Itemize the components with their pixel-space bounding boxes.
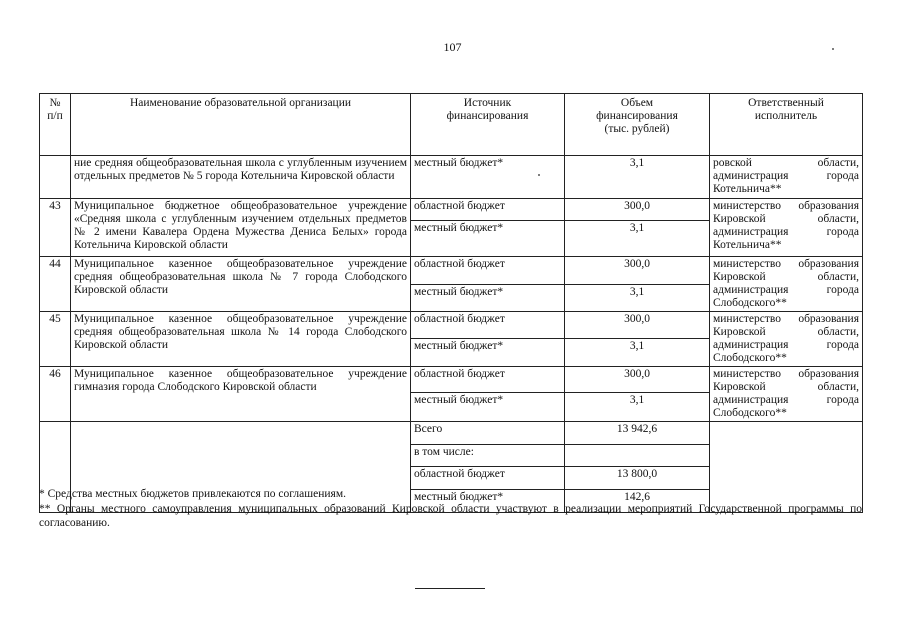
funding-source: местный бюджет* — [411, 284, 565, 312]
total-amount: 13 942,6 — [565, 422, 710, 445]
table-header-row — [40, 94, 863, 156]
row-num: 44 — [40, 257, 71, 312]
scan-speck — [832, 48, 834, 50]
funding-source: областной бюджет — [411, 312, 565, 339]
funding-amount: 3,1 — [565, 156, 710, 199]
local-label: местный бюджет* — [411, 490, 565, 513]
row-num — [40, 156, 71, 199]
funding-source: областной бюджет — [411, 367, 565, 393]
table-row — [40, 257, 863, 285]
footnotes — [39, 487, 862, 531]
funding-amount: 3,1 — [565, 284, 710, 312]
regional-amount: 13 800,0 — [565, 467, 710, 490]
table-row — [40, 367, 863, 393]
regional-label: областной бюджет — [411, 467, 565, 490]
header-source: Источник финансирования — [411, 94, 565, 156]
funding-amount: 300,0 — [565, 257, 710, 285]
executor: министерство образования Кировской области, администрация города Слободского** — [710, 367, 863, 422]
funding-amount: 3,1 — [565, 221, 710, 257]
funding-source: областной бюджет — [411, 199, 565, 221]
local-amount: 142,6 — [565, 490, 710, 513]
org-name: Муниципальное казенное общеобразовательное учреждение средняя общеобразовательная школа № 7 города Слободского Кировской области — [71, 257, 411, 312]
funding-source: областной бюджет — [411, 257, 565, 285]
separator-line — [415, 588, 485, 589]
row-num: 46 — [40, 367, 71, 422]
org-name: Муниципальное казенное общеобразовательное учреждение средняя общеобразовательная школа № 14 города Слободского Кировской области — [71, 312, 411, 367]
funding-amount: 3,1 — [565, 393, 710, 422]
funding-amount: 3,1 — [565, 338, 710, 366]
header-executor: Ответственный исполнитель — [710, 94, 863, 156]
table-row — [40, 312, 863, 339]
executor: министерство образования Кировской области, администрация города Слободского** — [710, 312, 863, 367]
header-name: Наименование образовательной организации — [71, 94, 411, 156]
table-row — [40, 199, 863, 221]
org-name: Муниципальное бюджетное общеобразовательное учреждение «Средняя школа с углубленным изучением отдельных предметов № 2 имени Кавалера Ордена Мужества Дениса Белых» города Котельнича Кировской области — [71, 199, 411, 257]
page-number: 107 — [443, 40, 462, 54]
funding-source: местный бюджет* — [411, 221, 565, 257]
row-num: 45 — [40, 312, 71, 367]
total-label: Всего — [411, 422, 565, 445]
executor: ровской области, администрация города Котельнича** — [710, 156, 863, 199]
table-row — [40, 156, 863, 199]
funding-source: местный бюджет* — [411, 156, 565, 199]
org-name: Муниципальное казенное общеобразовательное учреждение гимназия города Слободского Кировской области — [71, 367, 411, 422]
executor: министерство образования Кировской области, администрация города Котельнича** — [710, 199, 863, 257]
funding-source: местный бюджет* — [411, 338, 565, 366]
funding-amount: 300,0 — [565, 199, 710, 221]
header-num: № п/п — [40, 94, 71, 156]
funding-source: местный бюджет* — [411, 393, 565, 422]
footnote-1: * Средства местных бюджетов привлекаются по соглашениям. — [39, 488, 346, 500]
financing-table — [39, 93, 863, 513]
incl-label: в том числе: — [411, 445, 565, 467]
totals-row — [40, 422, 863, 445]
funding-amount: 300,0 — [565, 312, 710, 339]
executor: министерство образования Кировской области, администрация города Слободского** — [710, 257, 863, 312]
org-name: ние средняя общеобразовательная школа с углубленным изучением отдельных предметов № 5 города Котельнича Кировской области — [71, 156, 411, 199]
header-volume: Объем финансирования (тыс. рублей) — [565, 94, 710, 156]
footnote-2: ** Органы местного самоуправления муниципальных образований Кировской области участвуют в реализации мероприятий Государственной программы по согласованию. — [39, 503, 862, 529]
incl-amount — [565, 445, 710, 467]
row-num: 43 — [40, 199, 71, 257]
funding-amount: 300,0 — [565, 367, 710, 393]
